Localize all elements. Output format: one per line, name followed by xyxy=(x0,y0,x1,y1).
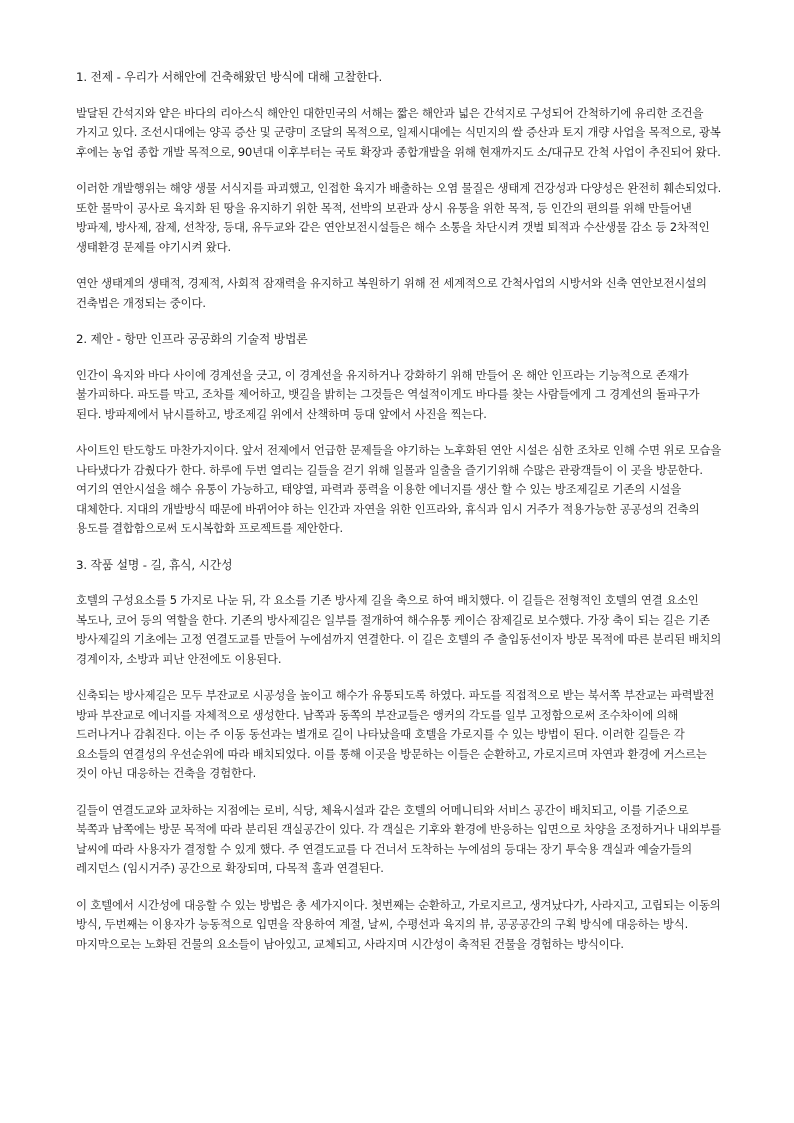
document-page xyxy=(76,68,722,971)
paragraph: 인간이 육지와 바다 사이에 경계선을 긋고, 이 경계선을 유지하거나 강화하기 위해 만들어 온 해안 인프라는 기능적으로 존재가 불가피하다. 파도를 막고, 조차를 제어하고, 뱃길을 밝히는 그것들은 역설적이게도 바다를 찾는 사람들에게 그 경계선의 돌파구가 된다. 방파제에서 낚시를하고, 방조제길 위에서 산책하며 등대 앞에서 사진을 찍는다. xyxy=(76,367,700,421)
section-heading-description: 3. 작품 설명 - 길, 휴식, 시간성 xyxy=(76,557,233,572)
section-heading-proposal: 2. 제안 - 항만 인프라 공공화의 기술적 방법론 xyxy=(76,332,308,346)
paragraph: 발달된 간석지와 얕은 바다의 리아스식 해안인 대한민국의 서해는 짧은 해안과 넓은 간석지로 구성되어 간척하기에 유리한 조건을 가지고 있다. 조선시대에는 양곡 증산 및 군량미 조달의 목적으로, 일제시대에는 식민지의 쌀 증산과 토지 개량 사업을 목적으로, 광복 후에는 농업 종합 개발 목적으로, 90년대 이후부터는 국토 확장과 종합개발을 위해 현재까지도 소/대규모 간척 사업이 추진되어 왔다. xyxy=(76,105,721,159)
section-heading-premise: 1. 전제 - 우리가 서해안에 건축해왔던 방식에 대해 고찰한다. xyxy=(76,70,383,84)
paragraph: 호텔의 구성요소를 5 가지로 나눈 뒤, 각 요소를 기존 방사제 길을 축으로 하여 배치했다. 이 길들은 전형적인 호텔의 연결 요소인 복도나, 코어 등의 역할을 한다. 기존의 방사제길은 일부를 절개하여 해수유통 케이슨 잠제길로 보수했다. 가장 축이 되는 길은 기존 방사제길의 기초에는 고정 연결도교를 만들어 누에섬까지 연결한다. 이 길은 호텔의 주 출입동선이자 방문 목적에 따른 분리된 배치의 경계이자, 소방과 피난 안전에도 이용된다. xyxy=(76,593,722,666)
paragraph: 사이트인 탄도항도 마찬가지이다. 앞서 전제에서 언급한 문제들을 야기하는 노후화된 연안 시설은 심한 조차로 인해 수면 위로 모습을 나타냈다가 감췄다가 한다. 하루에 두번 열리는 길들을 걷기 위해 일몰과 일출을 즐기기위해 수많은 관광객들이 이 곳을 방문한다. 여기의 연안시설을 해수 유통이 가능하고, 태양열, 파력과 풍력을 이용한 에너지를 생산 할 수 있는 방조제길로 기존의 시설을 대체한다. 지대의 개발방식 때문에 바뀌어야 하는 인간과 자연을 위한 인프라와, 휴식과 임시 거주가 적용가능한 공공성의 건축의 용도를 결합함으로써 도시복합화 프로젝트를 제안한다. xyxy=(76,443,722,535)
paragraph: 이러한 개발행위는 해양 생물 서식지를 파괴했고, 인접한 육지가 배출하는 오염 물질은 생태계 건강성과 다양성은 완전히 훼손되었다. 또한 물막이 공사로 육지화 된 땅을 유지하기 위한 목적, 선박의 보관과 상시 유통을 위한 목적, 등 인간의 편의를 위해 만들어낸 방파제, 방사제, 잠제, 선착장, 등대, 유두교와 같은 연안보전시설들은 해수 소통을 차단시켜 갯벌 퇴적과 수산생물 감소 등 2차적인 생태환경 문제를 야기시켜 왔다. xyxy=(76,181,722,254)
paragraph: 이 호텔에서 시간성에 대응할 수 있는 방법은 총 세가지이다. 첫번째는 순환하고, 가로지르고, 생겨났다가, 사라지고, 고립되는 이동의 방식, 두번째는 이용자가 능동적으로 입면을 작용하여 계절, 날씨, 수평선과 육지의 뷰, 공공공간의 구획 방식에 대응하는 방식. 마지막으로는 노화된 건물의 요소들이 남아있고, 교체되고, 사라지며 시간성이 축적된 건물을 경험하는 방식이다. xyxy=(76,897,721,951)
paragraph: 연안 생태계의 생태적, 경제적, 사회적 잠재력을 유지하고 복원하기 위해 전 세계적으로 간척사업의 시방서와 신축 연안보전시설의 건축법은 개정되는 중이다. xyxy=(76,276,707,310)
paragraph: 신축되는 방사제길은 모두 부잔교로 시공성을 높이고 해수가 유통되도록 하였다. 파도를 직접적으로 받는 북서쪽 부잔교는 파력발전 방파 부잔교로 에너지를 자체적으로 생성한다. 남쪽과 동쪽의 부잔교들은 앵커의 각도를 일부 고정함으로써 조수차이에 의해 드러나거나 감춰진다. 이는 주 이동 동선과는 별개로 길이 나타났을때 호텔을 가로지를 수 있는 방법이 된다. 이러한 길들은 각 요소들의 연결성의 우선순위에 따라 배치되었다. 이를 통해 이곳을 방문하는 이들은 순환하고, 가로지르며 자연과 환경에 거스르는 것이 아닌 대응하는 건축을 경험한다. xyxy=(76,688,715,780)
paragraph: 길들이 연결도교와 교차하는 지점에는 로비, 식당, 체육시설과 같은 호텔의 어메니티와 서비스 공간이 배치되고, 이를 기준으로 북쪽과 남쪽에는 방문 목적에 따라 분리된 객실공간이 있다. 각 객실은 기후와 환경에 반응하는 입면으로 차양을 조정하거나 내외부를 날씨에 따라 사용자가 결정할 수 있게 했다. 주 연결도교를 다 건너서 도착하는 누에섬의 등대는 장기 투숙용 객실과 예술가들의 레지던스 (임시거주) 공간으로 확장되며, 다목적 홀과 연결된다. xyxy=(76,802,722,875)
